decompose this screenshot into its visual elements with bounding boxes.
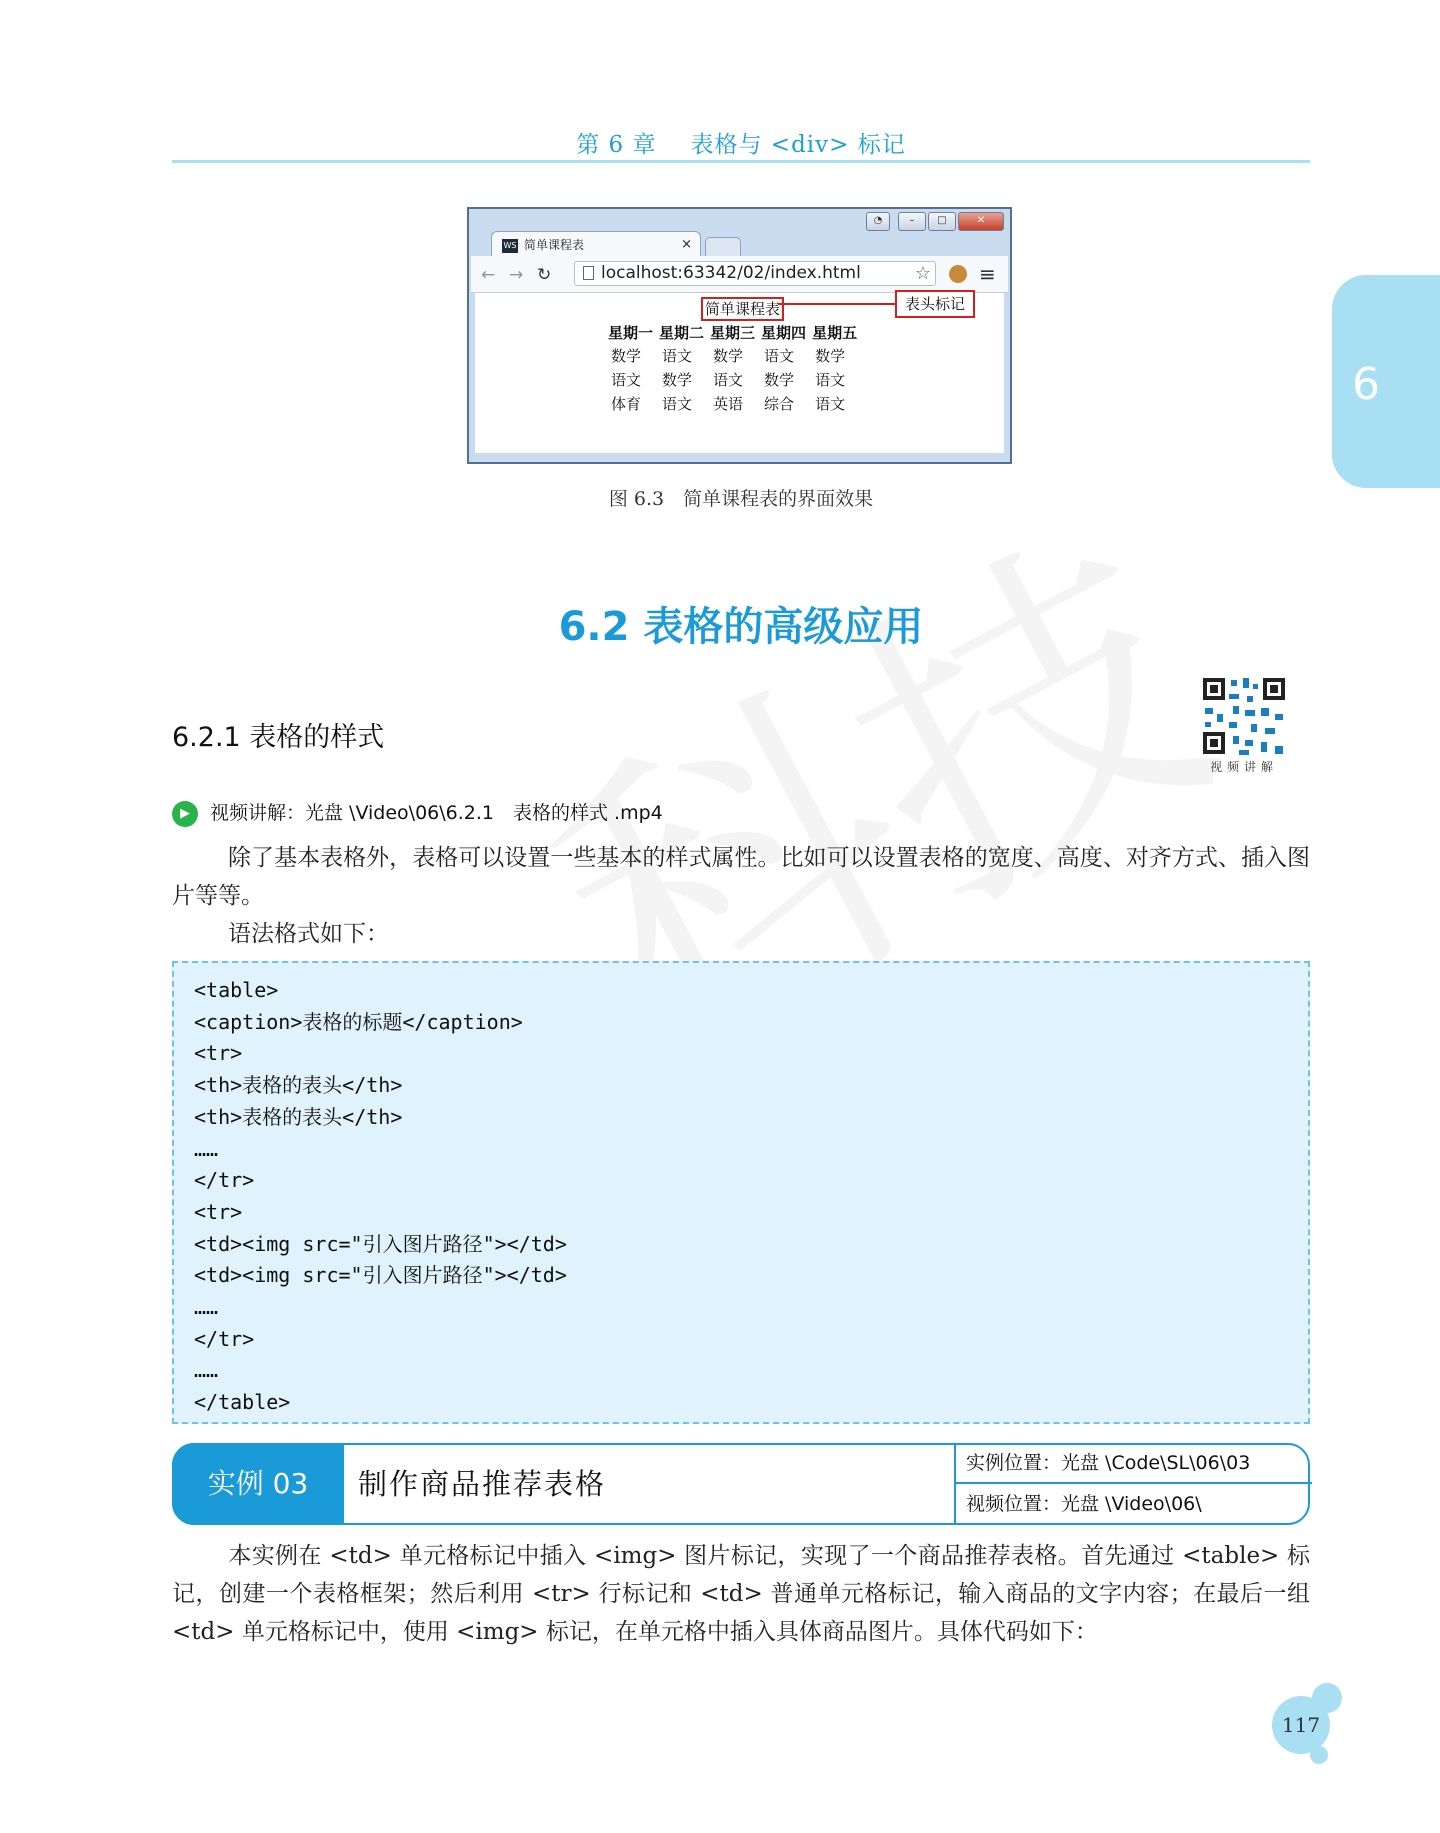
table-cell: 英语	[713, 395, 744, 413]
table-cell: 数学	[611, 347, 642, 365]
forward-arrow-icon[interactable]: →	[509, 265, 524, 285]
table-cell: 数学	[713, 347, 744, 365]
cookie-icon[interactable]	[949, 265, 967, 283]
close-icon[interactable]: ✕	[958, 212, 1004, 231]
browser-toolbar	[471, 256, 1008, 293]
demo-header-row	[605, 321, 860, 344]
page-number: 117	[1272, 1696, 1330, 1754]
browser-tab-label: 简单课程表	[524, 238, 585, 252]
table-cell: 语文	[662, 347, 693, 365]
running-header	[172, 126, 1310, 159]
code-line: <th>表格的表头</th>	[194, 1073, 403, 1098]
chapter-tab-number: 6	[1352, 359, 1380, 410]
table-cell: 语文	[662, 395, 693, 413]
address-url: localhost:63342/02/index.html	[601, 263, 861, 283]
paragraph-example-text: 本实例在 <td> 单元格标记中插入 <img> 图片标记，实现了一个商品推荐表格。首先通过 <table> 标记，创建一个表格框架；然后利用 <tr> 行标记和 <td> 普通单元格标记，输入商品的文字内容；在最后一组 <td> 单元格标记中，使用 <img> 标记，在单元格中插入具体商品图片。具体代码如下：	[172, 1543, 1310, 1645]
paragraph-syntax-text: 语法格式如下：	[228, 921, 389, 947]
browser-page-area	[475, 293, 1004, 453]
table-cell: 语文	[815, 371, 846, 389]
demo-table-caption: 简单课程表	[701, 297, 784, 321]
code-line: <th>表格的表头</th>	[194, 1104, 403, 1129]
chapter-tab	[1332, 275, 1440, 488]
code-line: <td><img src="引入图片路径"></td>	[194, 1263, 567, 1288]
code-line: <table>	[194, 978, 279, 1002]
figure-caption: 图 6.3 简单课程表的界面效果	[608, 488, 874, 510]
example-title: 制作商品推荐表格	[358, 1467, 607, 1501]
favicon-icon: WS	[502, 239, 518, 253]
code-line: </table>	[194, 1390, 291, 1415]
table-cell: 数学	[815, 347, 846, 365]
back-arrow-icon[interactable]: ←	[481, 265, 496, 285]
video-reference-text: 视频讲解：光盘 \Video\06\6.2.1 表格的样式 .mp4	[210, 802, 663, 824]
tab-close-icon[interactable]: ×	[681, 237, 692, 252]
browser-tab[interactable]	[491, 231, 701, 257]
demo-header-cell: 星期二	[659, 324, 705, 342]
code-line: ……	[194, 1295, 219, 1320]
table-cell: 数学	[662, 371, 693, 389]
demo-header-cell: 星期四	[761, 324, 807, 342]
new-tab-button[interactable]	[705, 237, 741, 256]
table-row	[605, 344, 860, 368]
header-tag-callout: 表头标记	[895, 290, 975, 318]
code-block	[172, 961, 1310, 1424]
chapter-number: 第 6 章	[576, 132, 657, 158]
code-line: <tr>	[194, 1199, 243, 1224]
table-cell: 综合	[764, 395, 795, 413]
table-cell: 语文	[713, 371, 744, 389]
example-location: 实例位置：光盘 \Code\SL\06\03	[956, 1443, 1312, 1484]
example-badge: 实例 03	[172, 1443, 344, 1525]
example-video-location: 视频位置：光盘 \Video\06\	[966, 1493, 1202, 1515]
table-cell: 语文	[764, 347, 795, 365]
table-row	[605, 392, 860, 416]
video-reference	[172, 798, 663, 827]
callout-connector	[778, 303, 895, 305]
code-line: <tr>	[194, 1041, 243, 1066]
window-controls	[866, 212, 1004, 231]
subsection-title: 6.2.1 表格的样式	[172, 722, 385, 753]
paragraph-example	[172, 1537, 1310, 1651]
address-bar[interactable]	[574, 261, 936, 286]
table-cell: 语文	[815, 395, 846, 413]
reload-icon[interactable]: ↻	[537, 265, 552, 285]
page-icon	[583, 266, 594, 280]
code-line: </tr>	[194, 1168, 255, 1193]
maximize-icon[interactable]: □	[928, 212, 956, 231]
code-line: <caption>表格的标题</caption>	[194, 1009, 523, 1034]
table-cell: 体育	[611, 395, 642, 413]
table-row	[605, 368, 860, 392]
qr-code[interactable]	[1199, 674, 1289, 774]
video-play-icon: ▶	[172, 801, 198, 827]
chapter-title: 表格与 <div> 标记	[690, 132, 906, 158]
table-cell: 语文	[611, 371, 642, 389]
demo-header-cell: 星期五	[812, 324, 858, 342]
paragraph-syntax	[172, 915, 1310, 953]
qr-code-icon	[1199, 674, 1289, 758]
code-line: <td><img src="引入图片路径"></td>	[194, 1231, 567, 1256]
star-icon[interactable]: ☆	[914, 263, 931, 284]
demo-header-cell: 星期三	[710, 324, 756, 342]
qr-label: 视频讲解	[1209, 760, 1278, 774]
table-cell: 数学	[764, 371, 795, 389]
browser-screenshot	[467, 207, 1012, 464]
example-banner	[172, 1443, 1310, 1525]
user-icon[interactable]: ◔	[866, 212, 890, 231]
code-line: </tr>	[194, 1326, 255, 1351]
paragraph-intro-text: 除了基本表格外，表格可以设置一些基本的样式属性。比如可以设置表格的宽度、高度、对齐方式、插入图片等等。	[172, 845, 1310, 909]
minimize-icon[interactable]: –	[898, 212, 926, 231]
code-line: ……	[194, 1136, 219, 1161]
demo-timetable	[605, 321, 860, 416]
example-info	[954, 1443, 1312, 1525]
menu-icon[interactable]: ≡	[979, 262, 996, 286]
code-line: ……	[194, 1358, 219, 1383]
section-title: 6.2 表格的高级应用	[558, 604, 924, 650]
header-rule	[172, 160, 1310, 163]
paragraph-intro	[172, 839, 1310, 915]
demo-header-cell: 星期一	[608, 324, 654, 342]
